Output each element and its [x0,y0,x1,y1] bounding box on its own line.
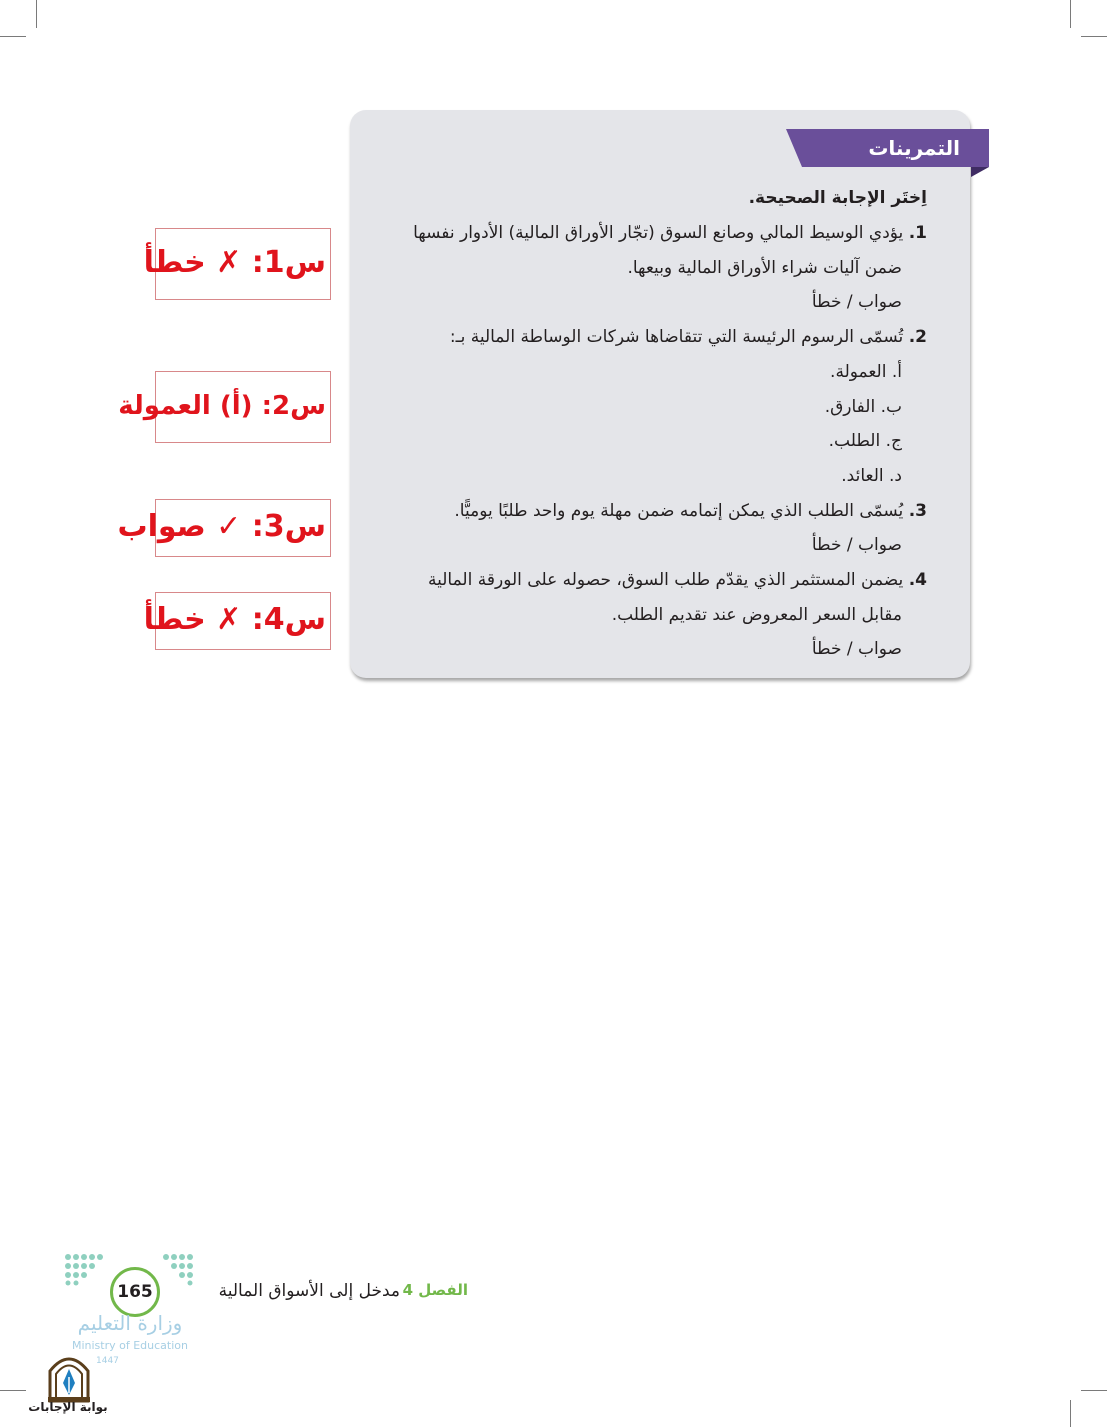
instruction: اِختَر الإجابة الصحيحة. [748,188,927,208]
question-3-options: صواب / خطأ [811,535,902,555]
question-number: 2. [908,327,927,347]
answer-box-q1: س1: ✗ خطأ [155,228,331,300]
question-1 [413,220,927,246]
answer-box-q4: س4: ✗ خطأ [155,592,331,650]
banner-fold [971,167,989,177]
answers-portal-label: بوابة الإجابات [28,1400,108,1414]
page-number: 165 [110,1267,160,1317]
crop-mark [1070,1400,1071,1427]
ministry-name-ar: وزارة التعليم [77,1311,183,1335]
crop-mark [0,36,26,37]
question-4-options: صواب / خطأ [811,639,902,659]
question-text: يؤدي الوسيط المالي وصانع السوق (تجّار الأوراق المالية) الأدوار نفسها [413,223,904,243]
answers-portal-logo-icon [46,1349,92,1403]
question-4-line-2: مقابل السعر المعروض عند تقديم الطلب. [611,605,902,625]
answer-box-q2: س2: (أ) العمولة [155,371,331,443]
question-2-choice-b: ب. الفارق. [824,397,902,417]
question-number: 4. [908,570,927,590]
question-text: يضمن المستثمر الذي يقدّم طلب السوق، حصوله على الورقة المالية [428,570,904,590]
question-2 [450,324,927,350]
question-number: 1. [908,223,927,243]
crop-mark [36,0,37,28]
crop-mark [0,1390,26,1391]
answer-box-q3: س3: ✓ صواب [155,499,331,557]
question-text: تُسمّى الرسوم الرئيسة التي تتقاضاها شركات الوساطة المالية بـ: [449,327,904,347]
question-text: يُسمّى الطلب الذي يمكن إتمامه ضمن مهلة يوم واحد طلبًا يوميًّا. [454,501,904,521]
crop-mark [1070,0,1071,28]
question-3 [454,498,927,524]
chapter-label: الفصل 4 [402,1281,468,1299]
crop-mark [1081,36,1107,37]
question-2-choice-a: أ. العمولة. [830,362,902,382]
ministry-year: 1447 [96,1356,119,1366]
crop-mark [1081,1390,1107,1391]
exercise-banner-title: التمرينات [868,136,960,160]
question-4 [428,567,927,593]
chapter-title: مدخل إلى الأسواق المالية [218,1281,400,1301]
question-2-choice-d: د. العائد. [841,466,902,486]
question-number: 3. [908,501,927,521]
ministry-name-en: Ministry of Education [71,1339,188,1352]
question-2-choice-c: ج. الطلب. [828,431,902,451]
question-1-options: صواب / خطأ [811,292,902,312]
question-1-line-2: ضمن آليات شراء الأوراق المالية وبيعها. [627,258,902,278]
